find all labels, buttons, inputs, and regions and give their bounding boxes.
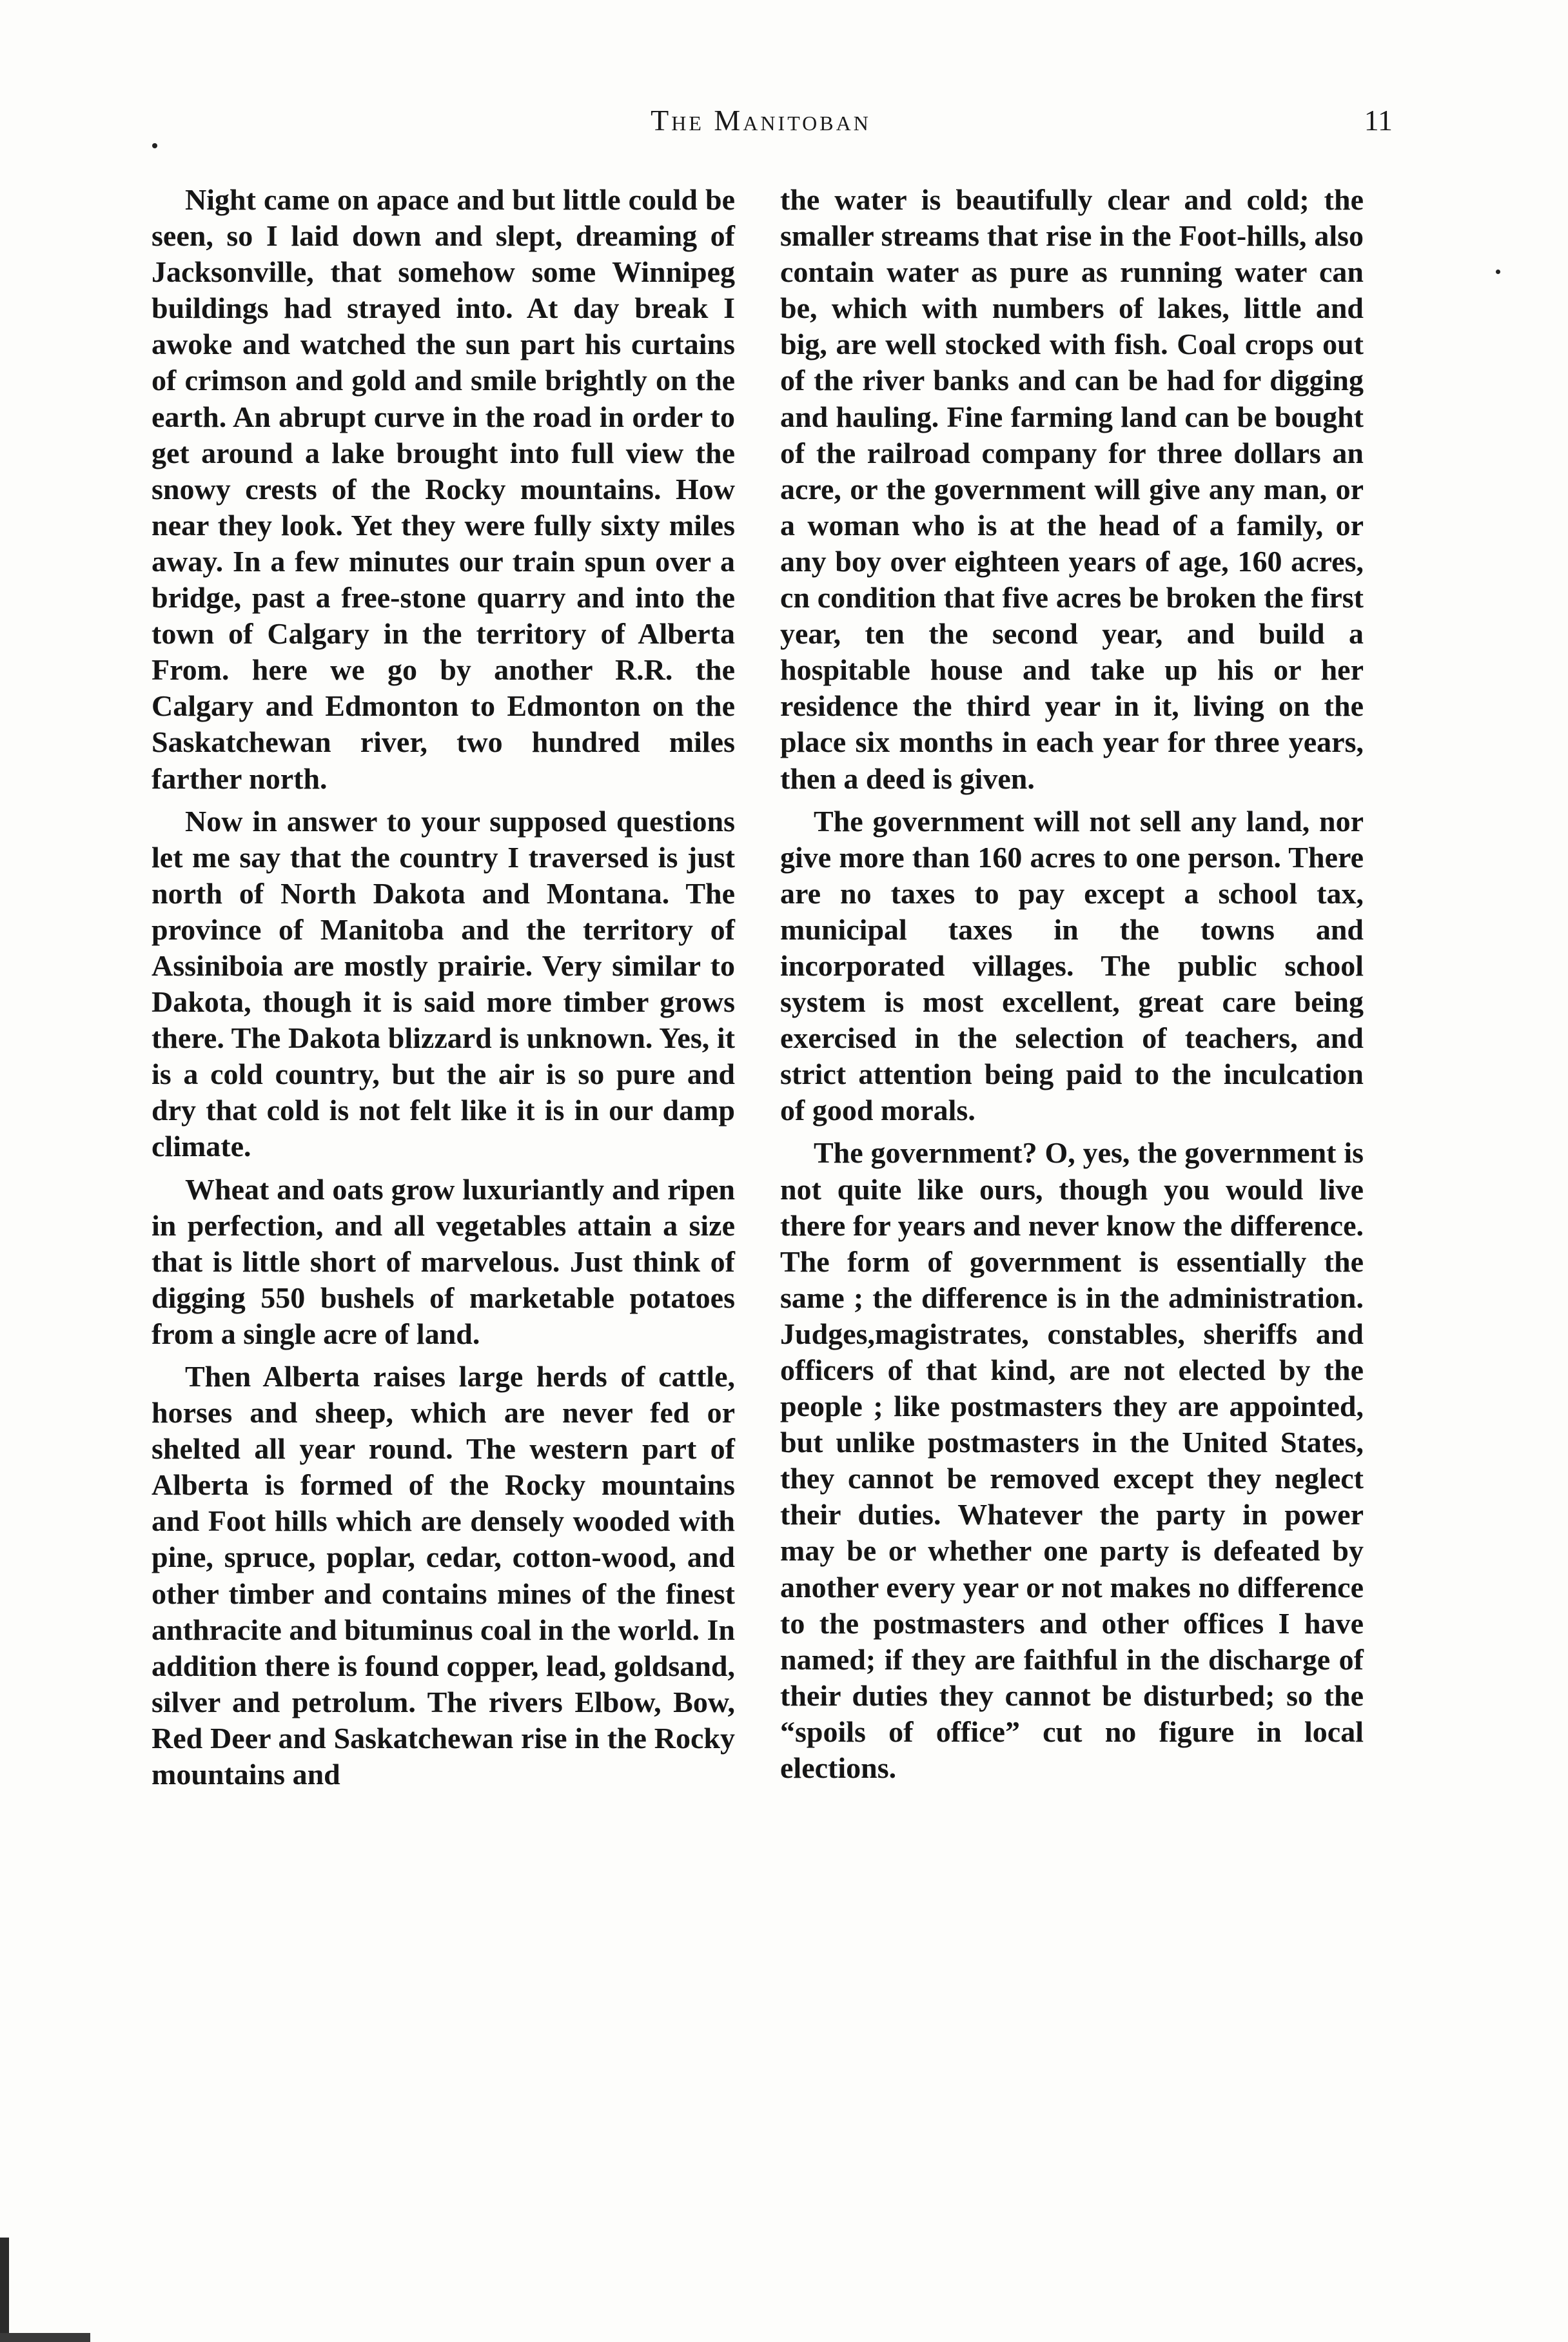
left-column xyxy=(152,182,735,1793)
paragraph: Now in answer to your supposed questions let me say that the country I traversed is just north of North Dakota and Montana. The province of Manitoba and the territory of Assiniboia are mostly prairie. Very similar to Dakota, though it is said more timber grows there. The Dakota blizzard is unknown. Yes, it is a cold country, but the air is so pure and dry that cold is not felt like it is in our damp climate. xyxy=(152,804,735,1163)
scan-bottom-edge xyxy=(0,2333,90,2342)
paragraph: Then Alberta raises large herds of cattle, horses and sheep, which are never fed or shelted all year round. The western part of Alberta is formed of the Rocky mountains and Foot hills which are densely wooded with pine, spruce, poplar, cedar, cotton-wood, and other timber and contains mines of the finest anthracite and bituminus coal in the world. In addition there is found copper, lead, goldsand, silver and petrolum. The rivers Elbow, Bow, Red Deer and Saskatchewan rise in the Rocky mountains and xyxy=(152,1360,735,1791)
running-head xyxy=(0,103,1568,155)
paragraph: The government? O, yes, the government is not quite like ours, though you would live there for years and never know the difference. The form of government is essentially the same ; the difference is in the administration. Judges,magistrates, constables, sheriffs and officers of that kind, are not elected by the people ; like postmasters they are appointed, but unlike postmasters in the United States, they cannot be removed except they neglect their duties. Whatever the party in power may be or whether one party is defeated by another every year or not makes no difference to the postmasters and other offices I have named; if they are faithful in the discharge of their duties they cannot be disturbed; so the “spoils of office” cut no figure in local elections. xyxy=(780,1136,1364,1785)
journal-title: The Manitoban xyxy=(651,104,871,137)
paragraph: Night came on apace and but little could be seen, so I laid down and slept, dreaming of Jacksonville, that somehow some Winnipeg buildings had strayed into. At day break I awoke and watched the sun part his curtains of crimson and gold and smile brightly on the earth. An abrupt curve in the road in order to get around a lake brought into full view the snowy crests of the Rocky mountains. How near they look. Yet they were fully sixty miles away. In a few minutes our train spun over a bridge, past a free-stone quarry and into the town of Calgary in the territory of Alberta From. here we go by another R.R. the Calgary and Edmonton to Edmonton on the Saskatchewan river, two hundred miles farther north. xyxy=(152,183,735,795)
ink-speck xyxy=(152,143,157,148)
right-column xyxy=(780,182,1364,1786)
scan-binding-edge xyxy=(0,2238,9,2342)
page-number: 11 xyxy=(1364,104,1393,137)
paragraph: The government will not sell any land, nor give more than 160 acres to one person. There are no taxes to pay except a school tax, municipal taxes in the towns and incorporated villages. The public school system is most excellent, great care being exercised in the selection of teachers, and strict attention being paid to the inculcation of good morals. xyxy=(780,804,1364,1127)
paragraph: the water is beautifully clear and cold; the smaller streams that rise in the Foot-hills, also contain water as pure as running water can be, which with numbers of lakes, little and big, are well stocked with fish. Coal crops out of the river banks and can be had for digging and hauling. Fine farming land can be bought of the railroad company for three dollars an acre, or the government will give any man, or a woman who is at the head of a family, or any boy over eighteen years of age, 160 acres, cn condition that five acres be broken the first year, ten the second year, and build a hospitable house and take up his or her residence the third year in it, living on the place six months in each year for three years, then a deed is given. xyxy=(780,183,1364,795)
ink-speck xyxy=(1496,270,1500,274)
paragraph: Wheat and oats grow luxuriantly and ripen in perfection, and all vegetables attain a size that is little short of marvelous. Just think of digging 550 bushels of marketable potatoes from a single acre of land. xyxy=(152,1172,735,1350)
